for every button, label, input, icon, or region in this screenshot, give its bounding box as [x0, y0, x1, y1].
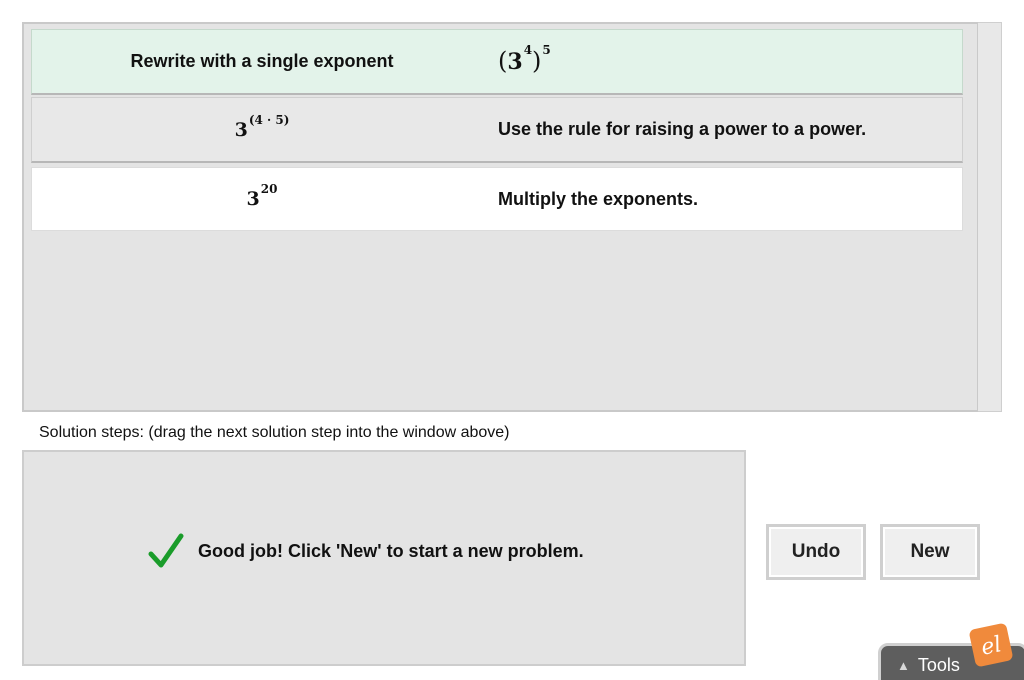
- expression-base: 3: [507, 48, 523, 75]
- solution-steps-caption: Solution steps: (drag the next solution step into the window above): [39, 424, 510, 441]
- step-expression: [32, 98, 492, 161]
- expression-exponent: (4 · 5): [248, 112, 290, 127]
- step-explanation: Multiply the exponents.: [498, 188, 699, 209]
- tools-label: Tools: [917, 654, 960, 675]
- problem-row: [31, 29, 963, 95]
- vertical-scrollbar[interactable]: [978, 22, 1002, 412]
- solution-window[interactable]: [22, 22, 979, 412]
- expression-exponent: 20: [260, 182, 278, 196]
- triangle-up-icon: ▲: [897, 657, 910, 673]
- outer-exponent: 5: [542, 42, 551, 57]
- solution-step-row[interactable]: [31, 167, 963, 231]
- step-expression: [32, 168, 492, 230]
- expression-base: 3: [246, 188, 260, 210]
- step-explanation: Use the rule for raising a power to a power.: [498, 119, 867, 139]
- svg-text:el: el: [978, 632, 1004, 661]
- solution-step-row[interactable]: [31, 97, 963, 163]
- feedback-text: Good job! Click 'New' to start a new problem.: [198, 540, 584, 561]
- explorelearning-logo-icon: [964, 618, 1019, 673]
- new-button[interactable]: New: [880, 524, 980, 580]
- power-of-power-expression: ( 3 $^4$ ) $^5$: [498, 42, 551, 75]
- solution-steps-tray[interactable]: [22, 450, 746, 666]
- checkmark-icon: [148, 532, 184, 570]
- problem-expression: [498, 30, 958, 93]
- feedback-message: [148, 532, 584, 570]
- inner-exponent: 4: [523, 42, 533, 57]
- problem-instruction: Rewrite with a single exponent: [130, 51, 394, 71]
- undo-button[interactable]: Undo: [766, 524, 866, 580]
- expression-base: 3: [234, 118, 248, 141]
